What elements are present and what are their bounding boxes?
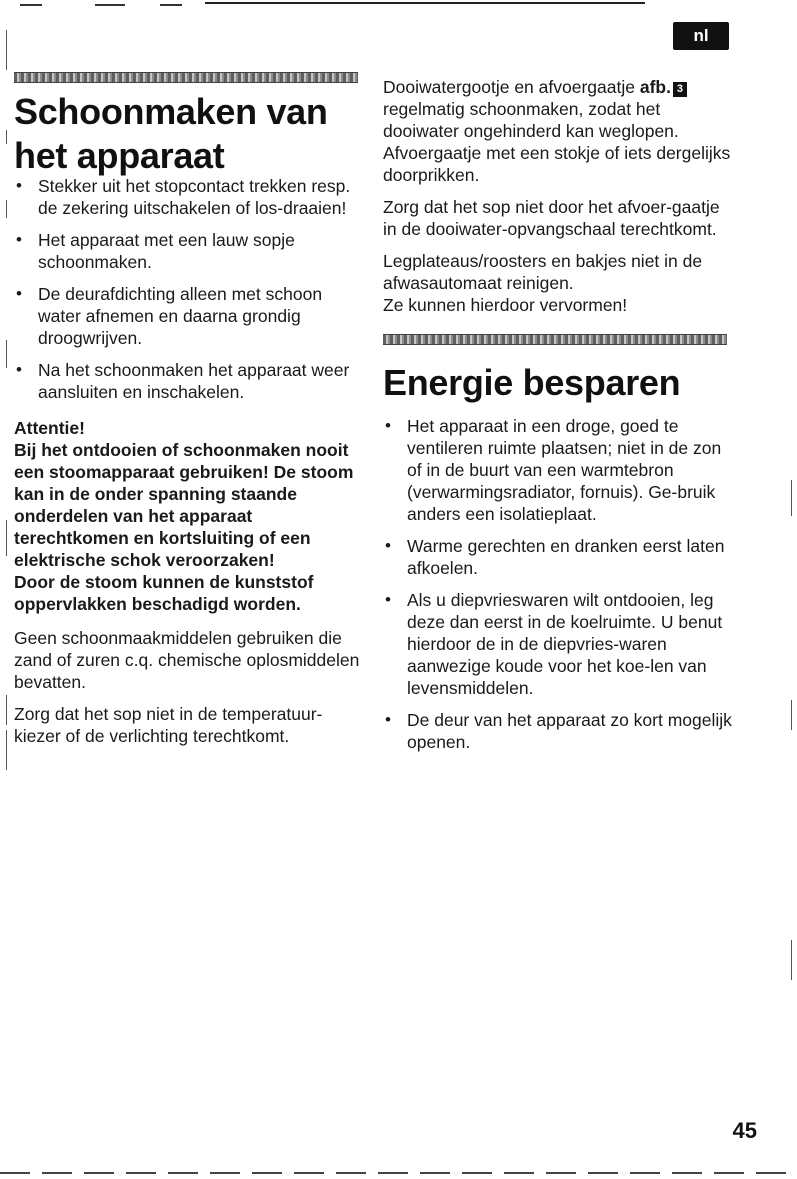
bottom-border xyxy=(0,1172,797,1174)
bullet-icon: • xyxy=(16,230,22,249)
margin-mark xyxy=(6,695,7,725)
top-dash xyxy=(95,4,125,6)
margin-mark xyxy=(791,940,792,980)
left-column xyxy=(14,175,364,757)
bullet-icon: • xyxy=(16,284,22,303)
list-item: • Het apparaat met een lauw sopje schoonmaken. xyxy=(16,230,295,272)
margin-mark xyxy=(791,700,792,730)
figure-reference: afb. xyxy=(639,77,671,97)
warning-block xyxy=(14,417,364,615)
deform-note: Ze kunnen hierdoor vervormen! xyxy=(383,295,628,315)
list-item: • Na het schoonmaken het apparaat weer aansluiten en inschakelen. xyxy=(16,360,350,402)
dishwasher-note: Legplateaus/roosters en bakjes niet in de afwasautomaat reinigen. xyxy=(383,251,703,293)
bullet-icon: • xyxy=(385,590,391,609)
section-rule xyxy=(383,334,727,345)
list-item: • Stekker uit het stopcontact trekken resp. de zekering uitschakelen of los-draaien! xyxy=(16,176,351,218)
list-item: • De deurafdichting alleen met schoon water afnemen en daarna grondig droogwrijven. xyxy=(16,284,323,348)
warning-text: Door de stoom kunnen de kunststof oppervlakken beschadigd worden. xyxy=(14,572,314,614)
bullet-icon: • xyxy=(385,710,391,729)
title-line-2: het apparaat xyxy=(14,135,225,176)
margin-mark xyxy=(791,480,792,516)
energy-tips-list xyxy=(383,415,733,753)
list-item: • De deur van het apparaat zo kort mogelijk openen. xyxy=(385,710,732,752)
cleaning-agents-note: Geen schoonmaakmiddelen gebruiken die zand of zuren c.q. chemische oplosmiddelen bevatten. xyxy=(14,628,360,692)
bullet-icon: • xyxy=(385,536,391,555)
margin-mark xyxy=(6,130,7,144)
list-item: • Als u diepvrieswaren wilt ontdooien, leg deze dan eerst in de koelruimte. U benut hierdoor de in de diepvries-waren aanwezige koude voor het koe-len van levensmiddelen. xyxy=(385,590,723,698)
margin-mark xyxy=(6,200,7,218)
section-rule xyxy=(14,72,358,83)
margin-mark xyxy=(6,340,7,368)
warning-title: Attentie! xyxy=(14,418,85,438)
right-column xyxy=(383,76,733,763)
energy-heading: Energie besparen xyxy=(383,362,681,403)
margin-mark xyxy=(6,30,7,70)
top-border-line xyxy=(205,2,645,4)
cleaning-steps-list xyxy=(14,175,364,403)
bullet-icon: • xyxy=(385,416,391,435)
margin-mark xyxy=(6,520,7,556)
page-title xyxy=(14,90,328,178)
title-line-1: Schoonmaken van xyxy=(14,91,328,132)
top-dash xyxy=(20,4,42,6)
bullet-icon: • xyxy=(16,176,22,195)
list-item: • Het apparaat in een droge, goed te ventileren ruimte plaatsen; niet in de zon of in de buurt van een warmtebron (verwarmingsradiator, fornuis). Ge-bruik anders een isolatieplaat. xyxy=(385,416,722,524)
suds-note: Zorg dat het sop niet in de temperatuur-kiezer of de verlichting terechtkomt. xyxy=(14,704,323,746)
figure-number-icon: 3 xyxy=(673,82,687,97)
list-item: • Warme gerechten en dranken eerst laten afkoelen. xyxy=(385,536,725,578)
margin-mark xyxy=(6,730,7,770)
bullet-icon: • xyxy=(16,360,22,379)
language-badge: nl xyxy=(673,22,729,50)
page-number: 45 xyxy=(732,1118,757,1143)
drain-paragraph: Dooiwatergootje en afvoergaatje afb. 3 regelmatig schoonmaken, zodat het dooiwater ongehinderd kan weglopen. Afvoergaatje met een stokje of iets dergelijks doorprikken. xyxy=(383,77,731,185)
drain-note: Zorg dat het sop niet door het afvoer-gaatje in de dooiwater-opvangschaal terechtkomt. xyxy=(383,197,720,239)
top-dash xyxy=(160,4,182,6)
warning-text: Bij het ontdooien of schoonmaken nooit een stoomapparaat gebruiken! De stoom kan in de onder spanning staande onderdelen van het apparaat terechtkomen en kortsluiting of een elektrische schok veroorzaken! xyxy=(14,440,354,570)
